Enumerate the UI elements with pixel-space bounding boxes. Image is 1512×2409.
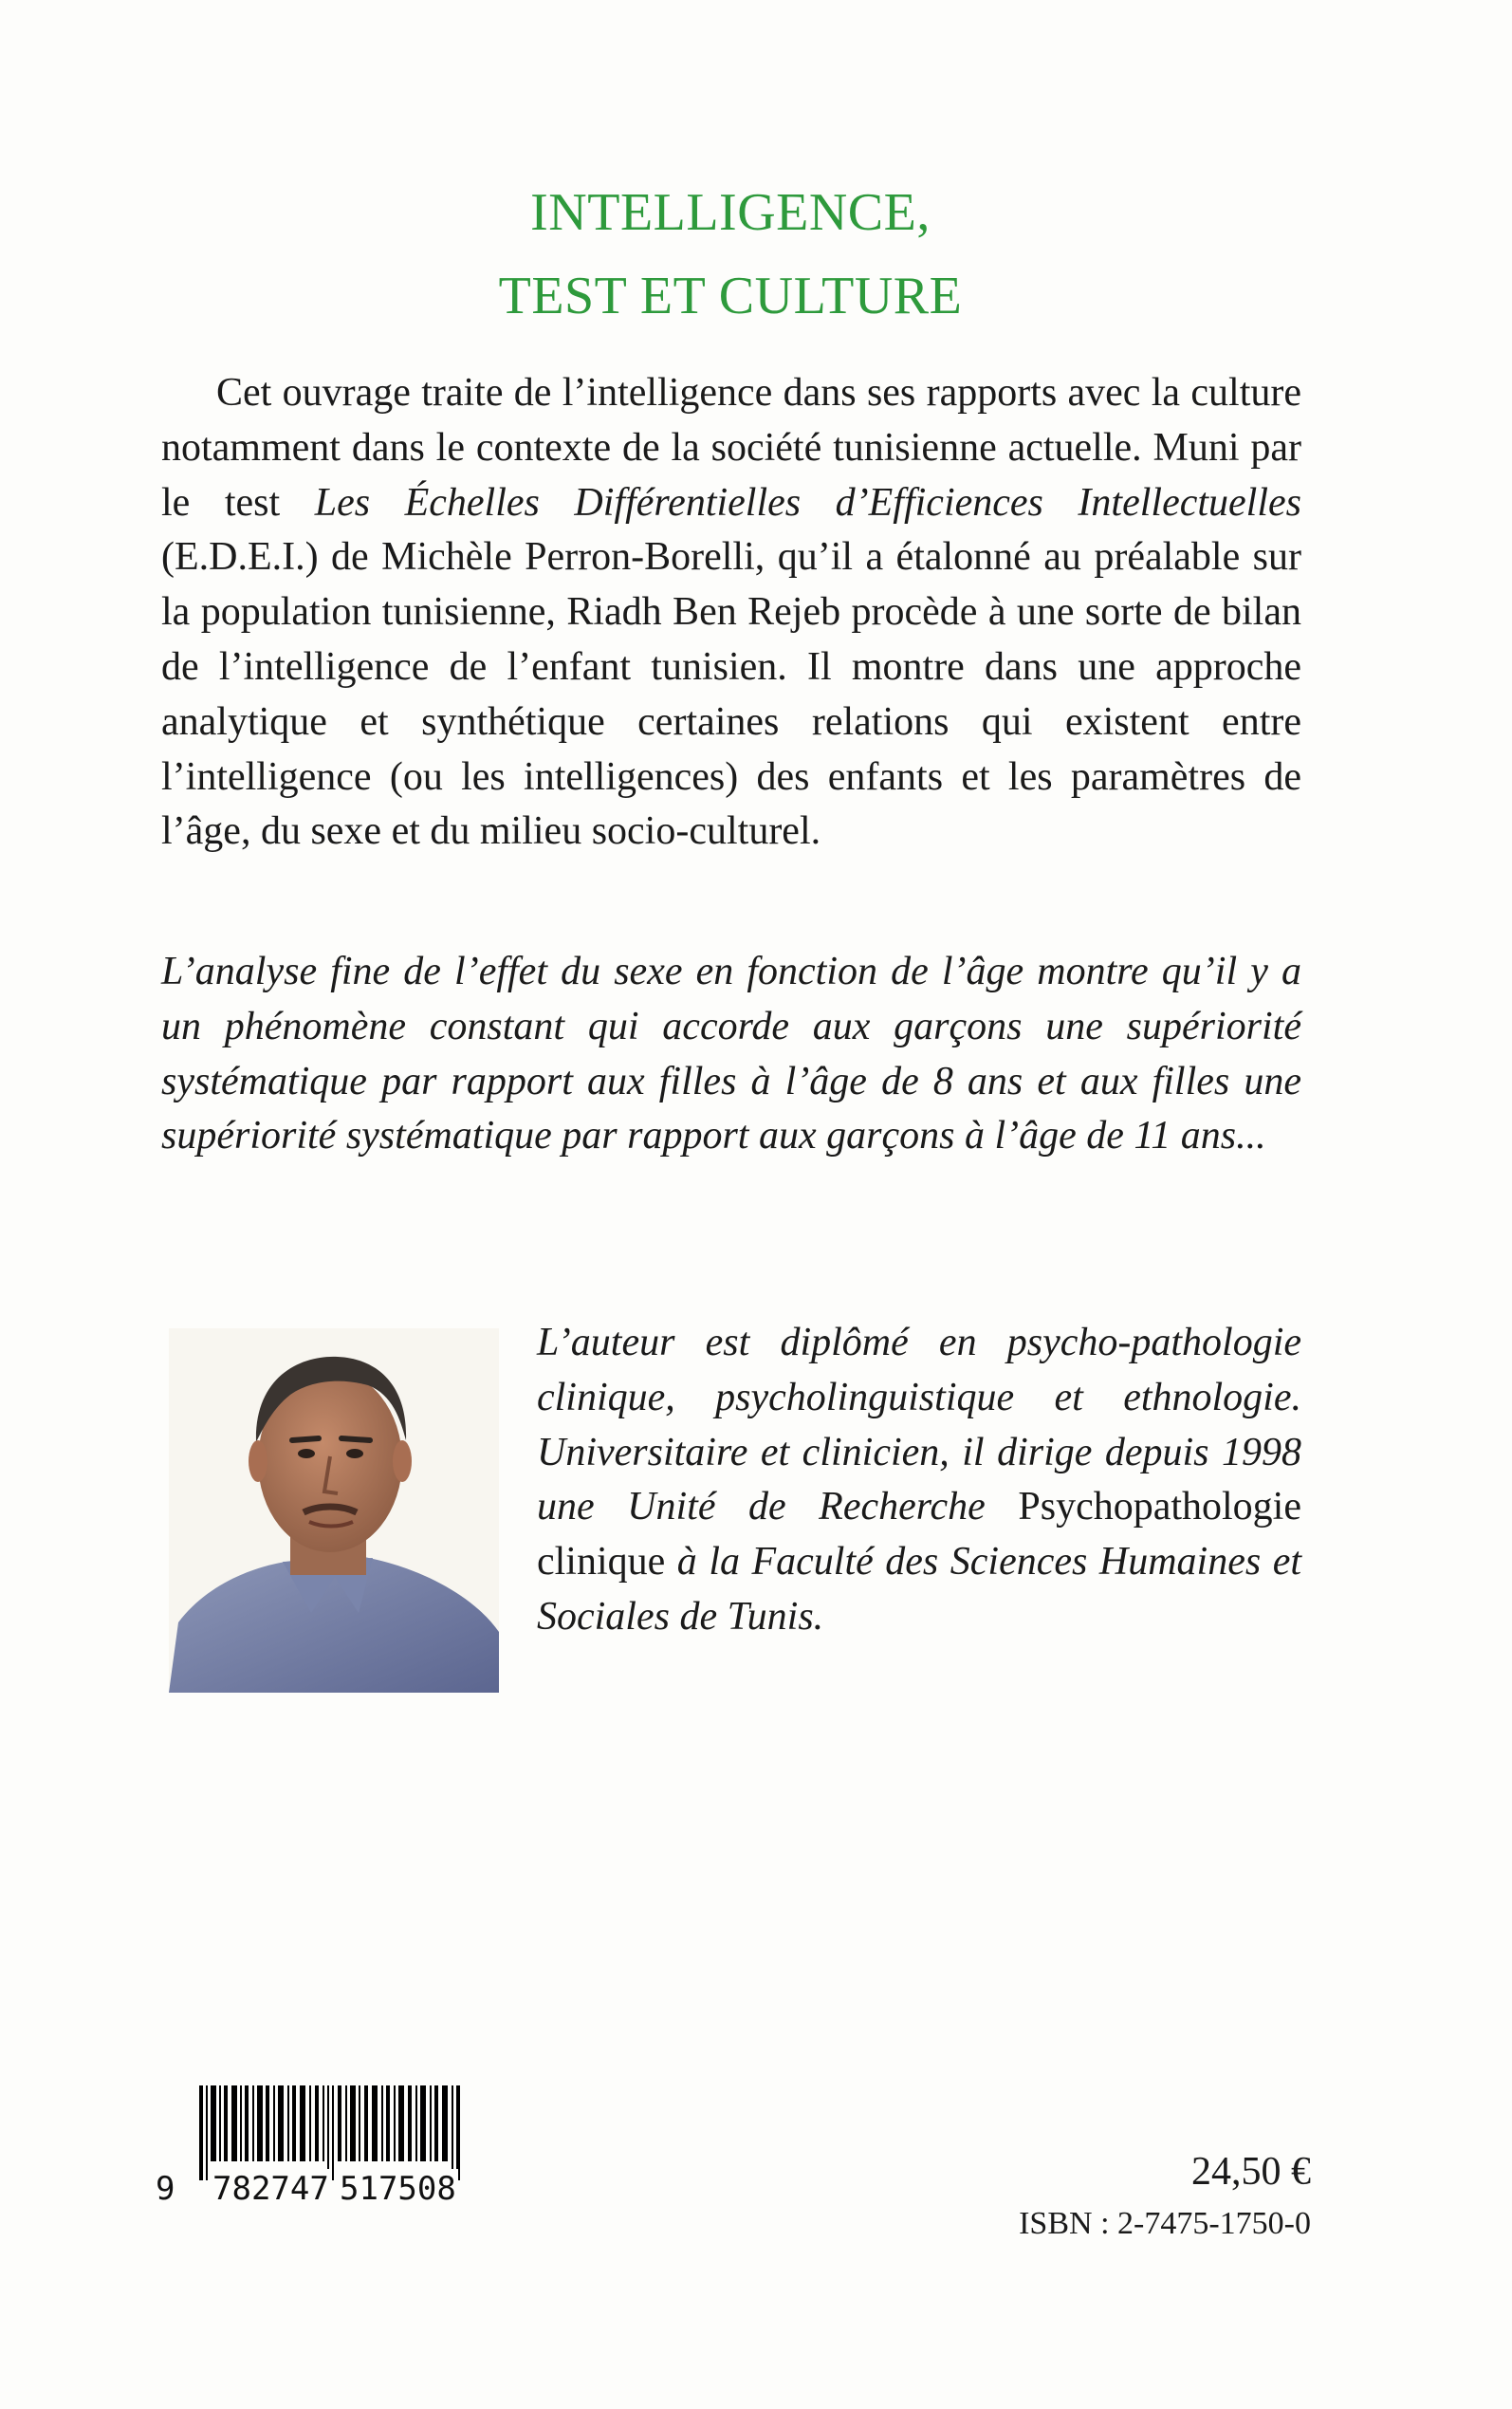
summary-text-a: Cet ouvrage traite de l’intelligence dans ses rapports avec la culture notamment dans le contexte de la société tunisienne actuelle. Muni par le test — [161, 371, 1301, 525]
summary-text-b: (E.D.E.I.) de Michèle Perron-Borelli, qu’il a étalonné au préalable sur la population tunisienne, Riadh Ben Rejeb procède à une sorte de bilan de l’intelligence de l’enfant tunisien. Il montre dans une approche analytique et synthétique certaines relations qui existent entre l’intelligence (ou les intelligences) des enfants et les paramètres de l’âge, du sexe et du milieu socio-culturel. — [161, 535, 1301, 854]
isbn-number: ISBN : 2-7475-1750-0 — [1019, 2206, 1311, 2241]
test-name: Les Échelles Différentielles d’Efficiences Intellectuelles — [314, 480, 1301, 525]
price: 24,50 € — [1191, 2150, 1311, 2194]
excerpt-paragraph: L’analyse fine de l’effet du sexe en fonction de l’âge montre qu’il y a un phénomène constant qui accorde aux garçons une supériorité systématique par rapport aux filles à l’âge de 8 ans et aux filles une supériorité systématique par rapport aux garçons à l’âge de 11 ans... — [161, 950, 1301, 1158]
author-portrait-image — [169, 1328, 499, 1693]
author-photo — [169, 1328, 499, 1693]
author-bio-text-a: L’auteur est diplômé en psycho-pathologie clinique, psycholinguistique et ethnologie. Universitaire et clinicien, il dirige depuis 1998 une Unité de Recherche — [537, 1321, 1301, 1529]
barcode-digit-first: 9 — [156, 2170, 175, 2208]
research-unit-name: Psychopathologie clinique — [537, 1485, 1301, 1584]
title-line-1: INTELLIGENCE, — [530, 183, 931, 242]
barcode-digits-group-1: 782747 — [212, 2170, 329, 2208]
title-line-2: TEST ET CULTURE — [498, 267, 963, 325]
book-title — [0, 171, 1461, 338]
barcode-digits — [133, 2169, 550, 2209]
summary-paragraph — [161, 366, 1301, 860]
author-bio-text-b: à la Faculté des Sciences Humaines et Sociales de Tunis. — [537, 1540, 1301, 1639]
author-bio — [537, 1316, 1301, 1645]
barcode-digits-group-2: 517508 — [340, 2170, 456, 2208]
